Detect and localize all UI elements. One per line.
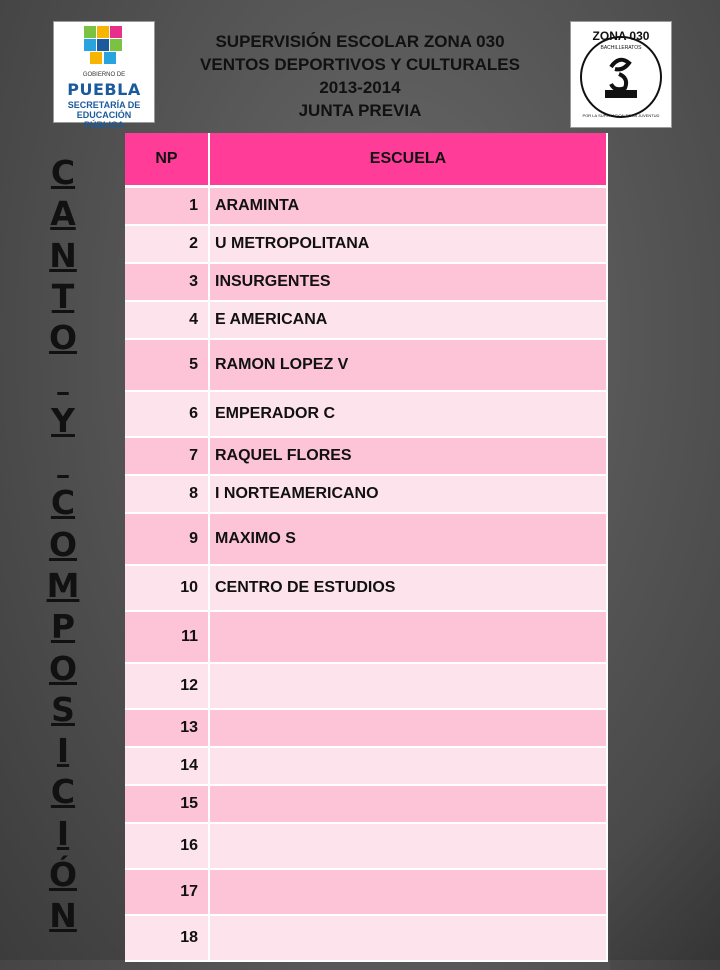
table-row bbox=[125, 709, 607, 747]
header-line-3: 2013-2014 bbox=[319, 78, 401, 97]
row-number: 3 bbox=[125, 263, 209, 301]
row-school bbox=[209, 915, 607, 961]
row-number: 4 bbox=[125, 301, 209, 339]
puebla-sep-logo bbox=[53, 21, 155, 130]
row-number: 8 bbox=[125, 475, 209, 513]
zona-logo-title: ZONA 030 bbox=[592, 29, 650, 43]
row-number: 16 bbox=[125, 823, 209, 869]
vertical-title bbox=[38, 152, 88, 937]
header-np: NP bbox=[125, 133, 209, 187]
header-escuela: ESCUELA bbox=[209, 133, 607, 187]
table-row bbox=[125, 437, 607, 475]
row-school: I NORTEAMERICANO bbox=[209, 475, 607, 513]
table-header-row bbox=[125, 133, 607, 187]
row-number: 11 bbox=[125, 611, 209, 663]
row-number: 2 bbox=[125, 225, 209, 263]
row-school: RAQUEL FLORES bbox=[209, 437, 607, 475]
table-row bbox=[125, 263, 607, 301]
row-number: 7 bbox=[125, 437, 209, 475]
row-number: 10 bbox=[125, 565, 209, 611]
header-line-1: SUPERVISIÓN ESCOLAR ZONA 030 bbox=[215, 32, 505, 51]
row-number: 6 bbox=[125, 391, 209, 437]
vertical-letter: T bbox=[51, 276, 75, 316]
zona-030-logo bbox=[570, 21, 672, 128]
row-school bbox=[209, 663, 607, 709]
vertical-letter: A bbox=[50, 194, 76, 234]
vertical-letter: C bbox=[50, 772, 76, 812]
row-number: 18 bbox=[125, 915, 209, 961]
row-number: 1 bbox=[125, 187, 209, 225]
table-row bbox=[125, 187, 607, 225]
row-number: 15 bbox=[125, 785, 209, 823]
schools-table bbox=[125, 133, 608, 962]
table-row bbox=[125, 225, 607, 263]
sep-text bbox=[58, 100, 150, 130]
row-school: RAMON LOPEZ V bbox=[209, 339, 607, 391]
row-school bbox=[209, 823, 607, 869]
zona-logo-motto: POR LA SUPERACION DE LA JUVENTUD bbox=[582, 113, 660, 118]
vertical-letter: O bbox=[48, 648, 78, 688]
vertical-letter: I bbox=[56, 731, 70, 771]
table-row bbox=[125, 869, 607, 915]
vertical-letter: N bbox=[49, 235, 77, 275]
row-number: 9 bbox=[125, 513, 209, 565]
row-school: CENTRO DE ESTUDIOS bbox=[209, 565, 607, 611]
table-row bbox=[125, 513, 607, 565]
row-school: U METROPOLITANA bbox=[209, 225, 607, 263]
zona-emblem-icon bbox=[571, 22, 671, 127]
vertical-letter: I bbox=[56, 813, 70, 853]
vertical-letter bbox=[38, 441, 88, 482]
document-header bbox=[160, 30, 560, 122]
row-number: 13 bbox=[125, 709, 209, 747]
table-row bbox=[125, 301, 607, 339]
row-school bbox=[209, 611, 607, 663]
vertical-letter: Ó bbox=[48, 855, 78, 895]
vertical-letter: O bbox=[48, 318, 78, 358]
row-number: 14 bbox=[125, 747, 209, 785]
sep-line-1: SECRETARÍA DE bbox=[67, 100, 141, 110]
table-row bbox=[125, 475, 607, 513]
table-row bbox=[125, 391, 607, 437]
vertical-letter: Y bbox=[51, 400, 75, 440]
row-number: 12 bbox=[125, 663, 209, 709]
header-line-4: JUNTA PREVIA bbox=[298, 101, 422, 120]
table-row bbox=[125, 823, 607, 869]
row-school: EMPERADOR C bbox=[209, 391, 607, 437]
row-number: 17 bbox=[125, 869, 209, 915]
vertical-letter: C bbox=[50, 153, 76, 192]
page-fold-shadow bbox=[610, 640, 720, 970]
vertical-letter: S bbox=[51, 689, 75, 729]
row-school bbox=[209, 709, 607, 747]
puebla-text: PUEBLA bbox=[67, 80, 141, 99]
vertical-letter: O bbox=[48, 524, 78, 564]
row-school bbox=[209, 785, 607, 823]
table-row bbox=[125, 565, 607, 611]
row-number: 5 bbox=[125, 339, 209, 391]
gob-text: GOBIERNO DE bbox=[82, 72, 126, 78]
table-row bbox=[125, 611, 607, 663]
row-school: E AMERICANA bbox=[209, 301, 607, 339]
vertical-letter: N bbox=[49, 896, 77, 936]
row-school: MAXIMO S bbox=[209, 513, 607, 565]
vertical-letter: C bbox=[50, 483, 76, 523]
table-row bbox=[125, 915, 607, 961]
row-school bbox=[209, 869, 607, 915]
header-line-2: VENTOS DEPORTIVOS Y CULTURALES bbox=[200, 55, 520, 74]
table-row bbox=[125, 339, 607, 391]
row-school: INSURGENTES bbox=[209, 263, 607, 301]
row-school bbox=[209, 747, 607, 785]
vertical-letter: M bbox=[46, 565, 80, 605]
zona-logo-subtitle: BACHILLERATOS bbox=[600, 45, 642, 51]
table-row bbox=[125, 747, 607, 785]
table-row bbox=[125, 663, 607, 709]
vertical-letter: P bbox=[50, 607, 76, 647]
vertical-letter bbox=[38, 358, 88, 399]
table-row bbox=[125, 785, 607, 823]
sep-line-2: EDUCACIÓN PÚBLICA bbox=[76, 110, 132, 130]
row-school: ARAMINTA bbox=[209, 187, 607, 225]
